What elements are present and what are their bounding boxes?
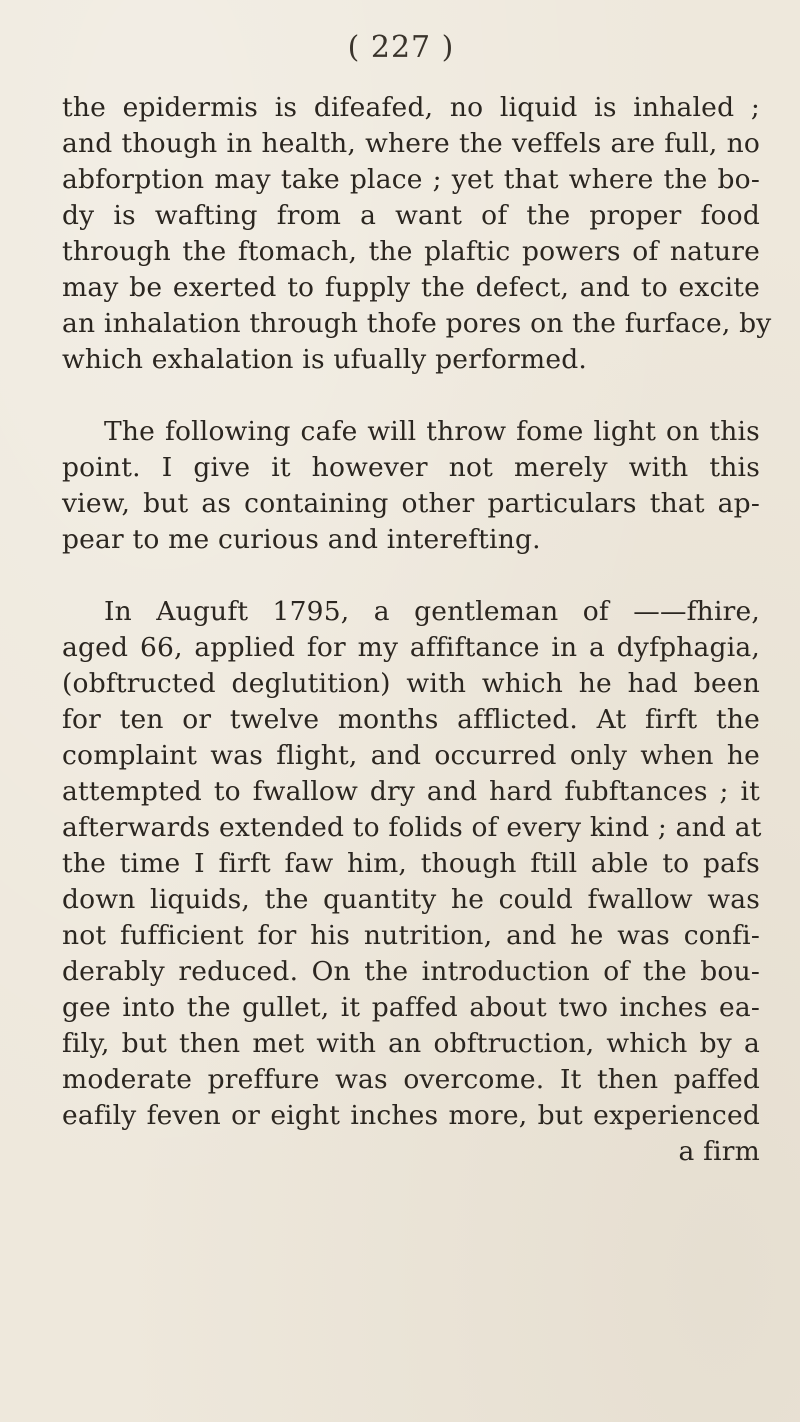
text-line: (obftructed deglutition) with which he had been bbox=[62, 668, 760, 699]
text-line: In Auguft 1795, a gentleman of ——fhire, bbox=[104, 596, 760, 627]
text-line: through the ftomach, the plaftic powers of nature bbox=[62, 236, 760, 267]
text-line: The following cafe will throw fome light on this bbox=[104, 416, 760, 447]
text-line: complaint was flight, and occurred only when he bbox=[62, 740, 760, 771]
text-line: down liquids, the quantity he could fwallow was bbox=[62, 884, 760, 915]
paragraph-spacer bbox=[62, 378, 760, 414]
text-line: afterwards extended to folids of every kind ; and at bbox=[62, 812, 762, 843]
text-line: an inhalation through thofe pores on the furface, by bbox=[62, 308, 772, 339]
paragraph-1 bbox=[62, 90, 772, 378]
text-line: the time I firft faw him, though ftill able to pafs bbox=[62, 848, 760, 879]
text-line: point. I give it however not merely with this bbox=[62, 452, 760, 483]
text-line: and though in health, where the veffels are full, no bbox=[62, 128, 760, 159]
page-number: ( 227 ) bbox=[347, 30, 455, 65]
paragraph-2 bbox=[62, 414, 760, 558]
text-line: pear to me curious and interefting. bbox=[62, 524, 541, 555]
text-line: dy is wafting from a want of the proper food bbox=[62, 200, 760, 231]
text-line: aged 66, applied for my affiftance in a dyfphagia, bbox=[62, 632, 760, 663]
text-line: fily, but then met with an obftruction, which by a bbox=[62, 1028, 760, 1059]
text-line: gee into the gullet, it paffed about two inches ea- bbox=[62, 992, 760, 1023]
text-line: eafily feven or eight inches more, but experienced bbox=[62, 1100, 760, 1131]
text-line: may be exerted to fupply the defect, and to excite bbox=[62, 272, 760, 303]
text-line: view, but as containing other particulars that ap- bbox=[62, 488, 760, 519]
paragraph-spacer bbox=[62, 558, 760, 594]
text-line: not fufficient for his nutrition, and he was confi- bbox=[62, 920, 760, 951]
text-line: the epidermis is difeafed, no liquid is inhaled ; bbox=[62, 92, 760, 123]
paragraph-3 bbox=[62, 594, 760, 1170]
text-line: moderate preffure was overcome. It then paffed bbox=[62, 1064, 760, 1095]
text-line: abforption may take place ; yet that where the bo- bbox=[62, 164, 760, 195]
text-line: derably reduced. On the introduction of the bou- bbox=[62, 956, 760, 987]
text-line: attempted to fwallow dry and hard fubftances ; it bbox=[62, 776, 760, 807]
text-line: which exhalation is ufually performed. bbox=[62, 344, 588, 375]
catchword: a firm bbox=[678, 1136, 760, 1167]
text-line: for ten or twelve months afflicted. At firft the bbox=[62, 704, 760, 735]
